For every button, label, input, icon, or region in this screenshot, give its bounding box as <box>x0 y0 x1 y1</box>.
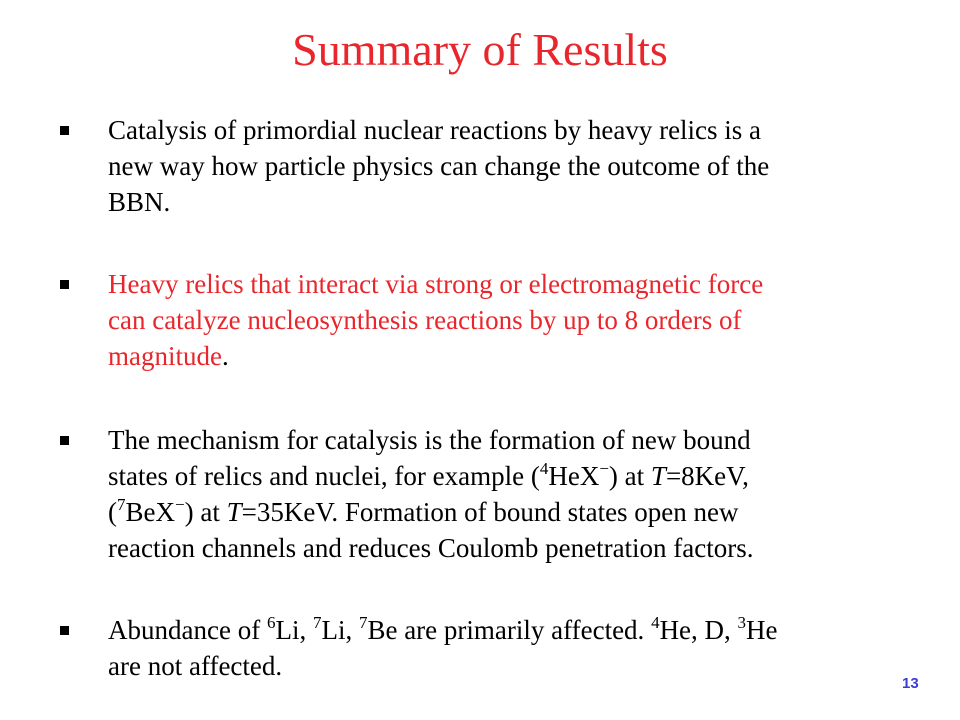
square-bullet-icon <box>60 126 69 135</box>
bullet-fragment: He, D, <box>659 615 738 645</box>
bullet-text <box>108 112 908 220</box>
square-bullet-icon <box>60 280 69 289</box>
bullet-fragment: states of relics and nuclei, for example ( <box>108 461 540 491</box>
superscript: 7 <box>117 495 126 514</box>
bullet-fragment: HeX <box>548 461 600 491</box>
bullet-fragment: Be are primarily affected. <box>367 615 652 645</box>
bullet-line: new way how particle physics can change the outcome of the <box>108 151 770 181</box>
superscript: − <box>175 495 185 514</box>
bullet-fragment: Abundance of <box>108 615 267 645</box>
bullet-fragment: ) at <box>184 497 227 527</box>
superscript: 4 <box>539 459 549 478</box>
superscript: 7 <box>312 613 322 632</box>
bullet-fragment: He <box>746 615 778 645</box>
superscript: − <box>599 459 609 478</box>
bullet-line: are not affected. <box>108 651 283 681</box>
bullet-fragment: . <box>221 341 229 371</box>
bullet-text <box>108 422 908 566</box>
bullet-line <box>108 494 908 530</box>
bullet-fragment: =35KeV. Formation of bound states open new <box>241 497 739 527</box>
bullet-line <box>108 338 908 374</box>
bullet-fragment: BeX <box>125 497 175 527</box>
bullet-line <box>108 612 908 648</box>
page-number: 13 <box>902 675 919 692</box>
bullet-line <box>108 458 908 494</box>
bullet-fragment: Li, <box>275 615 313 645</box>
superscript: 4 <box>651 613 660 632</box>
bullet-line: Catalysis of primordial nuclear reactions by heavy relics is a <box>108 115 762 145</box>
superscript: 7 <box>358 613 368 632</box>
slide-title: Summary of Results <box>292 24 668 75</box>
bullet-fragment: =8KeV, <box>665 461 749 491</box>
bullet-line: Heavy relics that interact via strong or electromagnetic force <box>108 269 764 299</box>
square-bullet-icon <box>60 436 69 445</box>
italic-symbol: T <box>650 461 666 491</box>
superscript: 6 <box>266 613 276 632</box>
bullet-line: The mechanism for catalysis is the formation of new bound <box>108 425 751 455</box>
bullet-line: can catalyze nucleosynthesis reactions by up to 8 orders of <box>108 305 742 335</box>
bullet-text <box>108 612 908 684</box>
bullet-fragment: ) at <box>608 461 651 491</box>
bullet-fragment: magnitude <box>108 341 222 371</box>
bullet-fragment: ( <box>108 497 117 527</box>
bullet-fragment: Li, <box>321 615 359 645</box>
bullet-text <box>108 266 908 374</box>
bullet-line: reaction channels and reduces Coulomb penetration factors. <box>108 533 754 563</box>
square-bullet-icon <box>60 626 69 635</box>
superscript: 3 <box>737 613 747 632</box>
italic-symbol: T <box>226 497 242 527</box>
bullet-line: BBN. <box>108 187 171 217</box>
